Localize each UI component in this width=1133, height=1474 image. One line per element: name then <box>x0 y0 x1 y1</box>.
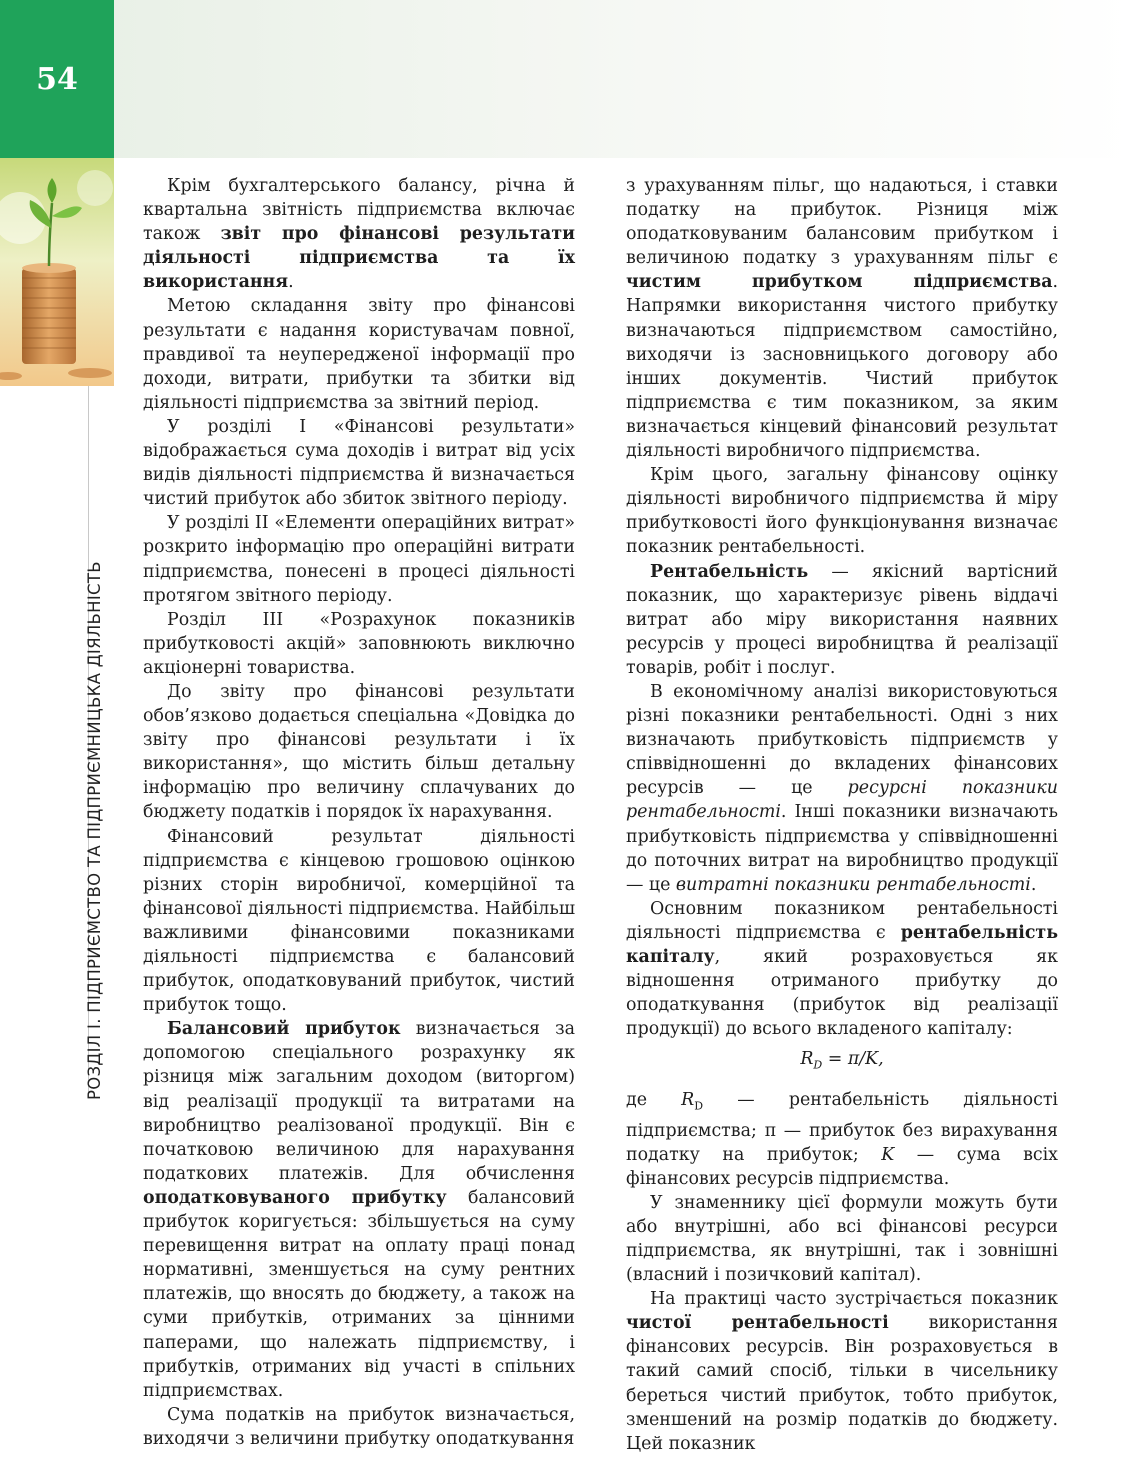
paragraph <box>626 897 1058 1042</box>
text-run: — якісний вартісний показник, що характеризує рівень віддачі витрат або міру використання наявних ресурсів у процесі виробництва й реалізації товарів, робіт і послуг. <box>626 561 1058 678</box>
header-band <box>0 0 1133 158</box>
bold-term: Балансовий прибуток <box>167 1019 401 1040</box>
paragraph <box>626 1287 1058 1456</box>
text-run: де <box>626 1089 682 1110</box>
text-run: , який розраховується як відношення отриманого прибутку до оподаткування (прибуток від реалізації продукції) до всього вкладеного капіталу: <box>626 947 1058 1040</box>
bold-term: чистої рентабельності <box>626 1313 889 1334</box>
formula-symbol: K <box>881 1144 895 1165</box>
text-run: . <box>1030 874 1037 895</box>
formula <box>626 1041 1058 1088</box>
bold-term: чистим прибутком підприємства <box>626 272 1053 293</box>
paragraph <box>626 680 1058 897</box>
text-run: з урахуванням пільг, що надаються, і ставки податку на прибуток. Різниця між оподатковуваним балансовим прибутком і величиною податку з урахуванням пільг є <box>626 176 1058 269</box>
formula-expression: = π/K, <box>822 1049 884 1070</box>
text-run: . Напрямки використання чистого прибутку визначаються підприємством самостійно, виходячи із засновницького договору або інших документів. Чистий прибуток підприємства є тим показником, за яким визначається кінцевий фінансовий результат діяльності виробничого підприємства. <box>626 272 1058 462</box>
text-run: — сума всіх фінансових ресурсів підприємства. <box>626 1144 1058 1189</box>
text-run: На практиці часто зустрічається показник <box>650 1289 1058 1310</box>
paragraph <box>626 560 1058 680</box>
coins-plant-image <box>0 158 114 386</box>
text-run: В економічному аналізі використовуються різні показники рентабельності. Одні з них визначають прибутковість підприємств у співвідношенні до вкладених фінансових ресурсів — це <box>626 681 1058 799</box>
paragraph: До звіту про фінансові результати обов’язково додається спеціальна «Довідка до звіту про фінансові результати і їх використання», що містить більш детальну інформацію про величину сплачуваних до бюджету податків і порядок їх нарахування. <box>143 681 575 823</box>
text-run: . <box>288 272 294 293</box>
paragraph <box>626 1088 1058 1191</box>
paragraph: Розділ ІІІ «Розрахунок показників прибутковості акцій» заповнюють виключно акціонерні товариства. <box>143 609 575 678</box>
paragraph <box>143 1017 575 1403</box>
paragraph: Метою складання звіту про фінансові результати є надання користувачам повної, правдивої та неупередженої інформації про доходи, витрати, прибутки та збитки від діяльності підприємства за звітний період. <box>143 296 575 413</box>
paragraph: Фінансовий результат діяльності підприємства є кінцевою грошовою оцінкою різних сторін виробничої, комерційної та фінансової діяльності підприємства. Найбільш важливими фінансовими показниками діяльності підприємства є балансовий прибуток, оподатковуваний прибуток, чистий прибуток тощо. <box>143 826 575 1016</box>
bold-term: звіт про фінансові результати діяльності підприємства та їх використання <box>143 224 575 293</box>
bold-term: Рентабельність <box>650 561 809 582</box>
formula-subscript: D <box>694 1099 704 1113</box>
left-column <box>143 174 575 1451</box>
formula-symbol: R <box>681 1089 695 1110</box>
paragraph: Крім цього, загальну фінансову оцінку діяльності виробничого підприємства й міру прибутковості його функціонування визначає показник рентабельності. <box>626 465 1058 558</box>
text-run: Крім бухгалтерського балансу, річна й квартальна звітність підприємства включає також <box>143 176 575 245</box>
paragraph: У знаменнику цієї формули можуть бути або внутрішні, або всі фінансові ресурси підприємства, як внутрішні, так і зовнішні (власний і позичковий капітал). <box>626 1192 1058 1286</box>
italic-term: ресурсні показники рентабельності <box>626 778 1058 823</box>
text-run: Основним показником рентабельності діяльності підприємства є <box>626 898 1058 943</box>
right-column <box>626 174 1058 1456</box>
text-run: визначається за допомогою спеціального розрахунку як різниця між загальним доходом (виторгом) від реалізації продукції та витратами на виробництво реалізованої продукції. Він є початковою величиною для нарахування податкових платежів. Для обчислення <box>143 1019 576 1184</box>
paragraph: У розділі ІІ «Елементи операційних витрат» розкрито інформацію про операційні витрати підприємства, понесені в процесі діяльності протягом звітного періоду. <box>143 513 575 606</box>
bold-term: рентабельність капіталу <box>626 922 1058 967</box>
paragraph: У розділі І «Фінансові результати» відображається сума доходів і витрат від усіх видів діяльності підприємства й визначається чистий прибуток або збиток звітного періоду. <box>143 416 575 510</box>
formula-symbol: R <box>800 1049 814 1070</box>
paragraph <box>626 174 1058 463</box>
bold-term: оподатковуваного прибутку <box>143 1187 447 1208</box>
section-side-title: РОЗДІЛ І. ПІДПРИЄМСТВО ТА ПІДПРИЄМНИЦЬКА ДІЯЛЬНІСТЬ <box>85 561 104 1100</box>
italic-term: витратні показники рентабельності <box>675 874 1031 895</box>
page-number: 54 <box>36 62 78 97</box>
page-tab <box>0 0 114 158</box>
text-run: балансовий прибуток коригується: збільшується на суму перевищення витрат на оплату праці понад нормативні, зменшується на суму рентних платежів, що вносять до бюджету, а також на суми прибутків, отриманих за цінними паперами, що належать підприємству, і прибутків, отриманих від участі в спільних підприємствах. <box>143 1187 575 1401</box>
text-run: . Інші показники визначають прибутковість підприємства у співвідношенні до поточних витрат на виробництво продукції — це <box>626 802 1058 895</box>
paragraph: Сума податків на прибуток визначається, виходячи з величини прибутку оподаткування <box>143 1404 575 1449</box>
formula-subscript: D <box>813 1058 823 1072</box>
paragraph <box>143 174 575 294</box>
text-run: використання фінансових ресурсів. Він розраховується в такий самий спосіб, тільки в чисельнику береться чистий прибуток, тобто прибуток, зменшений на розмір податків до бюджету. Цей показник <box>626 1313 1059 1454</box>
text-run: — рентабельність діяльності підприємства; π — прибуток без вирахування податку на прибуток; <box>626 1089 1058 1165</box>
